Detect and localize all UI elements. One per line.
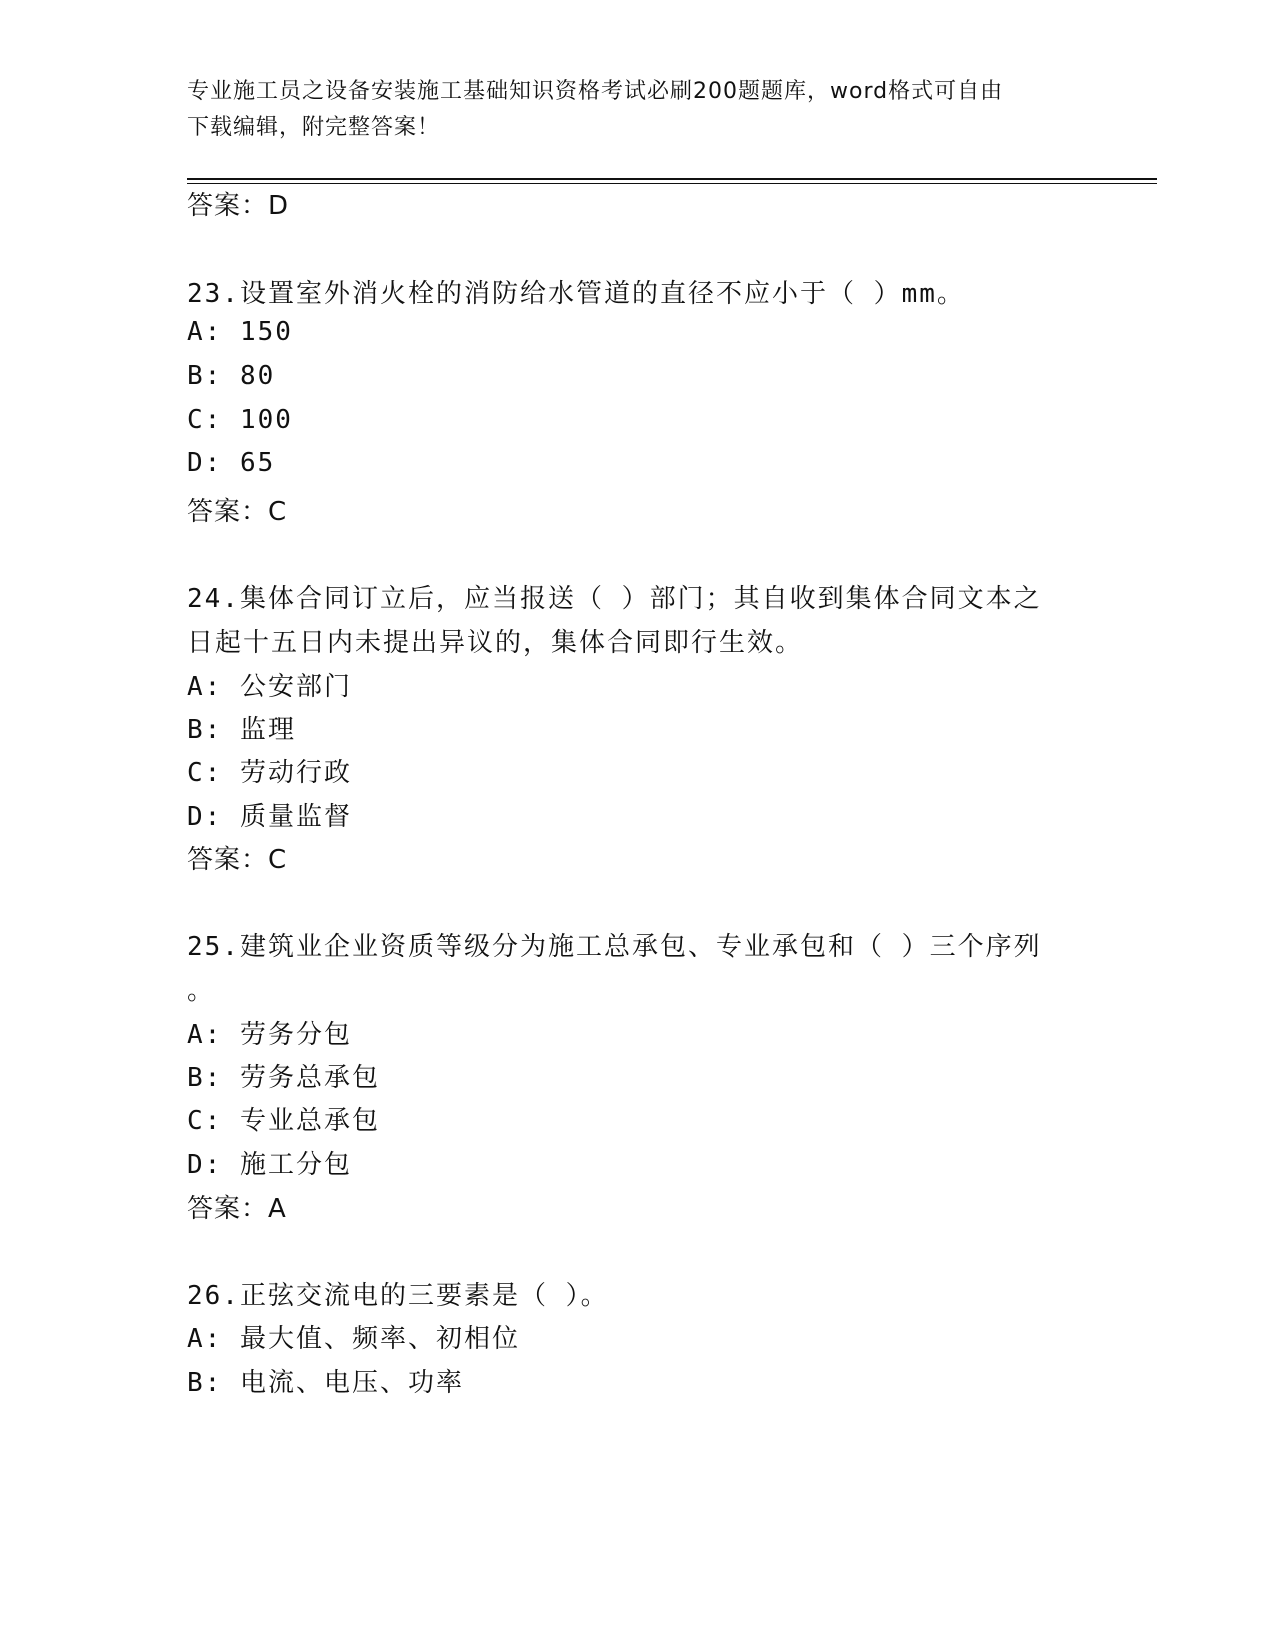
option-b: B: 劳务总承包	[187, 1063, 380, 1093]
option-a: A: 公安部门	[187, 672, 352, 702]
option-a: A: 150	[187, 317, 293, 347]
document-header	[187, 74, 1087, 146]
option-a: A: 劳务分包	[187, 1020, 352, 1050]
header-line-2: 下载编辑，附完整答案！	[187, 115, 441, 140]
question-text: 23.设置室外消火栓的消防给水管道的直径不应小于（ ）mm。	[187, 279, 965, 309]
question-text-continued: 。	[187, 976, 216, 1006]
option-c: C: 100	[187, 405, 293, 435]
answer-line: 答案：C	[187, 497, 288, 527]
header-divider-thin	[187, 183, 1157, 184]
option-d: D: 质量监督	[187, 802, 352, 832]
option-c: C: 专业总承包	[187, 1106, 380, 1136]
question-text: 26.正弦交流电的三要素是（ ）。	[187, 1281, 609, 1311]
answer-line: 答案：C	[187, 845, 288, 875]
option-a: A: 最大值、频率、初相位	[187, 1324, 520, 1354]
question-text: 24.集体合同订立后，应当报送（ ）部门；其自收到集体合同文本之	[187, 584, 1042, 614]
option-c: C: 劳动行政	[187, 758, 352, 788]
header-divider	[187, 178, 1157, 180]
option-d: D: 施工分包	[187, 1150, 352, 1180]
option-b: B: 监理	[187, 715, 296, 745]
header-line-1: 专业施工员之设备安装施工基础知识资格考试必刷200题题库，word格式可自由	[187, 79, 1004, 104]
question-text: 25.建筑业企业资质等级分为施工总承包、专业承包和（ ）三个序列	[187, 932, 1042, 962]
option-b: B: 电流、电压、功率	[187, 1368, 464, 1398]
answer-line: 答案：A	[187, 1194, 287, 1224]
answer-line: 答案：D	[187, 191, 290, 221]
question-text-continued: 日起十五日内未提出异议的，集体合同即行生效。	[187, 628, 804, 658]
option-d: D: 65	[187, 448, 276, 478]
option-b: B: 80	[187, 361, 276, 391]
